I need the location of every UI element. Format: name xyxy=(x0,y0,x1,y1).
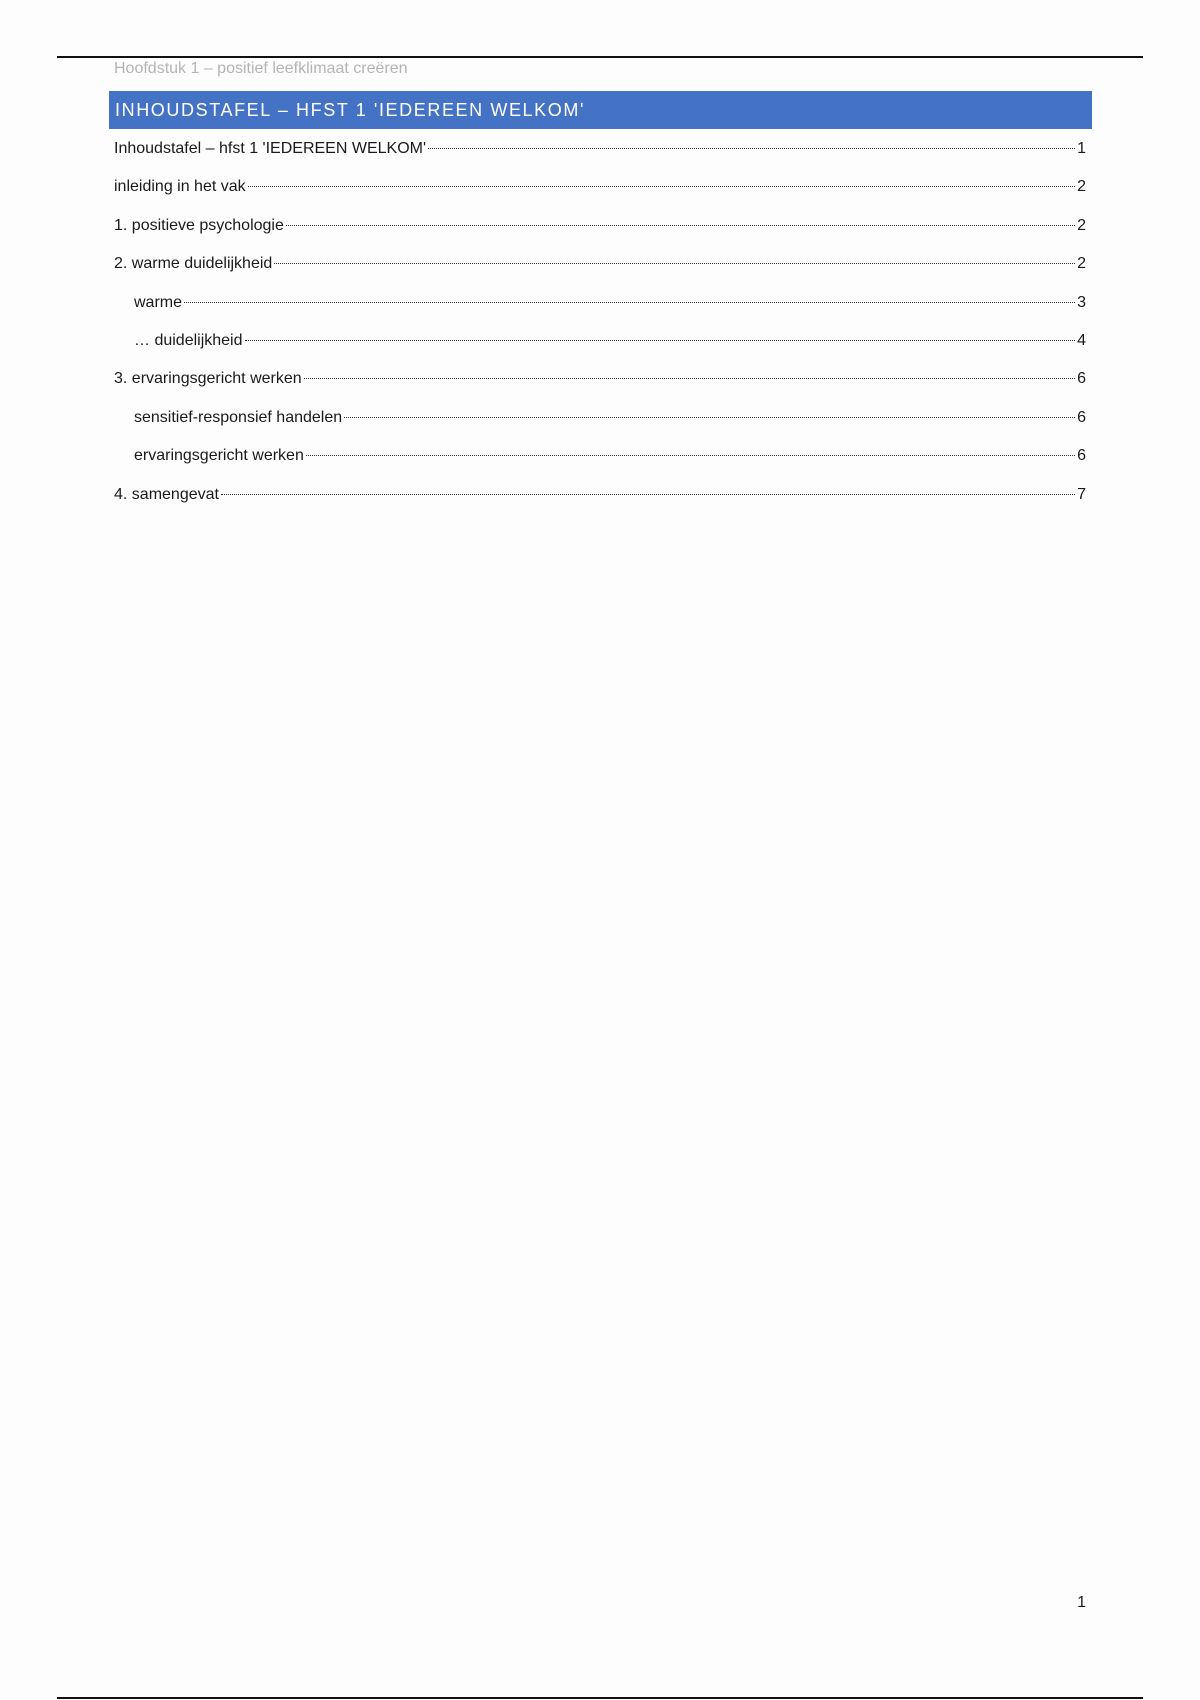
toc-entry[interactable] xyxy=(114,482,1086,520)
toc-entry-label: … duidelijkheid xyxy=(134,331,243,349)
toc-dot-leader xyxy=(306,455,1075,456)
toc-heading: INHOUDSTAFEL – HFST 1 'IEDEREEN WELKOM' xyxy=(115,99,586,120)
toc-dot-leader xyxy=(304,378,1075,379)
toc-entry-label: sensitief-responsief handelen xyxy=(134,408,343,426)
toc-subentry[interactable] xyxy=(114,443,1086,481)
toc-dot-leader xyxy=(245,340,1076,341)
table-of-contents xyxy=(114,136,1086,520)
toc-entry-label: Inhoudstafel – hfst 1 'IEDEREEN WELKOM' xyxy=(114,140,427,157)
toc-dot-leader xyxy=(274,263,1075,264)
toc-dot-leader xyxy=(184,302,1075,303)
toc-entry-page: 6 xyxy=(1077,408,1086,426)
toc-entry[interactable] xyxy=(114,251,1086,289)
toc-entry-page: 6 xyxy=(1077,447,1086,465)
toc-subentry[interactable] xyxy=(114,405,1086,443)
toc-heading-bar xyxy=(109,91,1092,129)
header-rule xyxy=(57,56,1143,58)
toc-entry-page: 2 xyxy=(1077,255,1086,273)
toc-entry-page: 4 xyxy=(1077,331,1086,349)
toc-entry-label: 4. samengevat xyxy=(114,485,219,503)
toc-entry[interactable] xyxy=(114,174,1086,212)
toc-entry-page: 2 xyxy=(1077,216,1086,234)
toc-entry-label: ervaringsgericht werken xyxy=(134,447,304,465)
toc-entry-page: 3 xyxy=(1077,293,1086,311)
toc-entry[interactable] xyxy=(114,213,1086,251)
toc-entry-label: 2. warme duidelijkheid xyxy=(114,255,273,273)
footer-rule xyxy=(57,1697,1143,1699)
toc-entry-page: 7 xyxy=(1077,485,1086,503)
toc-dot-leader xyxy=(286,225,1075,226)
toc-subentry[interactable] xyxy=(114,328,1086,366)
toc-entry-label: 1. positieve psychologie xyxy=(114,216,284,234)
toc-entry-page: 6 xyxy=(1077,370,1086,388)
toc-entry-page: 1 xyxy=(1077,140,1086,157)
toc-entry-label: 3. ervaringsgericht werken xyxy=(114,370,302,388)
toc-dot-leader xyxy=(344,417,1075,418)
toc-subentry[interactable] xyxy=(114,290,1086,328)
toc-dot-leader xyxy=(248,186,1075,187)
toc-entry[interactable] xyxy=(114,136,1086,174)
toc-dot-leader xyxy=(221,494,1075,495)
toc-entry-label: inleiding in het vak xyxy=(114,178,246,196)
page-number: 1 xyxy=(1077,1594,1086,1611)
running-header: Hoofdstuk 1 – positief leefklimaat creëren xyxy=(114,60,408,77)
toc-dot-leader xyxy=(428,148,1075,149)
toc-entry-page: 2 xyxy=(1077,178,1086,196)
toc-entry[interactable] xyxy=(114,366,1086,404)
toc-entry-label: warme xyxy=(134,293,183,311)
